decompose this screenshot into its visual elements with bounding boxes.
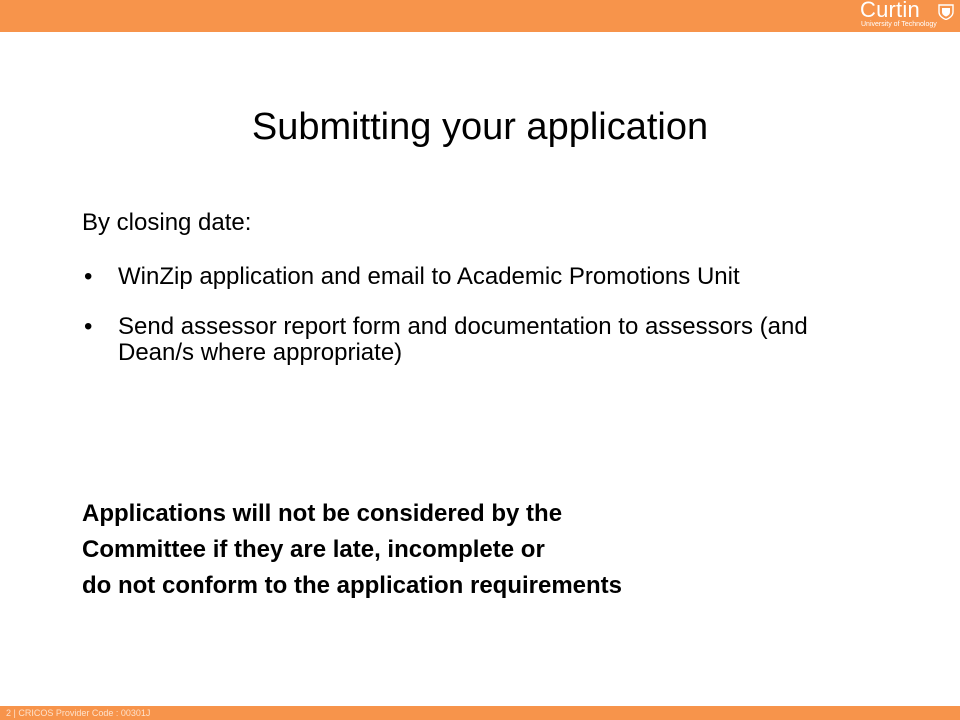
intro-text: By closing date: bbox=[82, 209, 252, 236]
slide-title: Submitting your application bbox=[251, 106, 709, 148]
bullet-list bbox=[82, 264, 862, 390]
shield-icon bbox=[938, 4, 954, 20]
bullet-marker: • bbox=[84, 263, 93, 290]
list-item bbox=[82, 264, 862, 290]
header-bar bbox=[0, 0, 960, 32]
warning-line: Committee if they are late, incomplete or bbox=[82, 536, 545, 563]
footer-provider-code: 2 | CRICOS Provider Code : 00301J bbox=[6, 708, 151, 718]
logo-subtitle: University of Technology bbox=[861, 21, 937, 28]
warning-line: Applications will not be considered by the bbox=[82, 500, 563, 527]
curtin-logo bbox=[856, 1, 954, 31]
footer-bar bbox=[0, 706, 960, 720]
bullet-text: Send assessor report form and documentation to assessors (and Dean/s where appropriate) bbox=[118, 313, 808, 366]
bullet-marker: • bbox=[84, 313, 93, 340]
warning-line: do not conform to the application requirements bbox=[82, 572, 623, 599]
warning-note bbox=[82, 496, 882, 604]
bullet-text: WinZip application and email to Academic Promotions Unit bbox=[118, 263, 740, 290]
list-item bbox=[82, 314, 862, 366]
logo-name: Curtin bbox=[860, 0, 920, 22]
